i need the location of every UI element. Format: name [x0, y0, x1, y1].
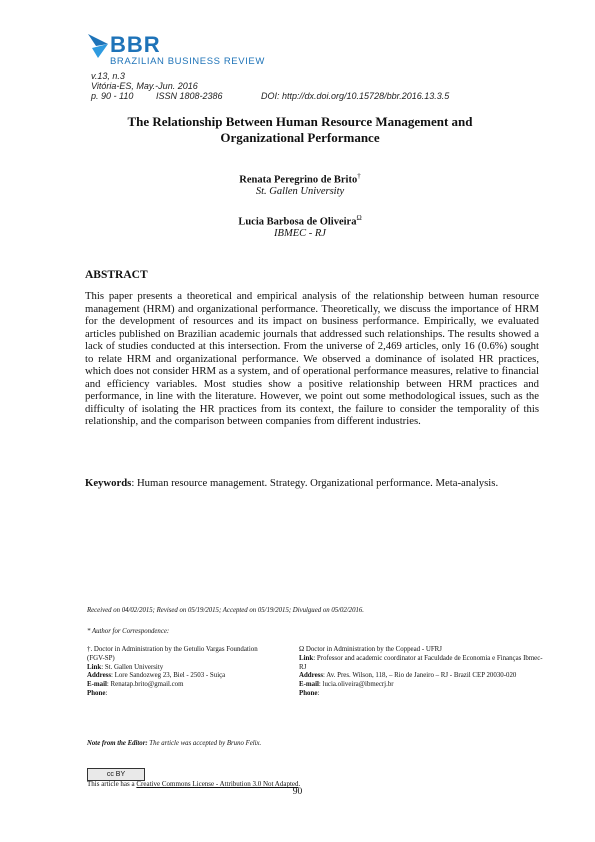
author-2-email-label: E-mail — [299, 681, 319, 689]
title-line-1: The Relationship Between Human Resource Management and — [127, 114, 473, 129]
doi-link[interactable]: DOI: http://dx.doi.org/10.15728/bbr.2016.13.3.5 — [261, 91, 450, 101]
author-2-phone-label: Phone — [299, 689, 318, 697]
editor-note — [87, 740, 261, 747]
abstract-heading: ABSTRACT — [85, 269, 148, 281]
logo-arrow-icon — [88, 34, 110, 60]
correspondence-note: * Author for Correspondence: — [87, 628, 170, 635]
author-1-email[interactable]: : Renatap.brito@gmail.com — [106, 681, 184, 689]
author-1-name-text: Renata Peregrino de Brito — [239, 174, 358, 186]
page-range: p. 90 - 110 — [91, 91, 134, 101]
logo-letters: BBR — [110, 32, 161, 57]
author-1-phone: : — [105, 689, 108, 697]
author-2-link-line — [299, 655, 545, 673]
author-2-name — [100, 214, 500, 228]
author-2-address-label: Address — [299, 672, 323, 680]
author-1-address-line — [87, 672, 260, 681]
keywords-label: Keywords — [85, 477, 132, 489]
author-1-mark: † — [357, 172, 361, 180]
author-1-email-label: E-mail — [87, 681, 107, 689]
author-1-degree: †. Doctor in Administration by the Getulio Vargas Foundation (FGV-SP) — [87, 646, 258, 662]
license-link[interactable]: Creative Commons License - Attribution 3.0 Not Adapted — [136, 780, 299, 788]
author-1-address-label: Address — [87, 672, 111, 680]
license-suffix: . — [298, 780, 301, 788]
logo-name: BRAZILIAN BUSINESS REVIEW — [110, 56, 265, 67]
page-number: 90 — [292, 787, 303, 797]
location-date: Vitória-ES, May.-Jun. 2016 — [91, 81, 198, 91]
author-2-email[interactable]: : lucia.oliveira@ibmecrj.br — [318, 681, 394, 689]
author-2-name-text: Lucia Barbosa de Oliveira — [238, 216, 357, 228]
author-2-link-label: Link — [299, 654, 314, 662]
author-1-address: : Lore Sandozweg 23, Biel - 2503 - Suiça — [111, 672, 226, 680]
license-prefix: This article has a — [87, 780, 137, 788]
editor-note-label: Note from the Editor: — [87, 740, 148, 747]
journal-logo — [88, 32, 308, 72]
keywords — [85, 477, 539, 490]
author-1-name — [100, 172, 500, 186]
received-dates: Received on 04/02/2015; Revised on 05/19/2015; Accepted on 05/19/2015; Divulgued on 05/02/2016. — [87, 607, 364, 614]
author-2-address-line — [299, 672, 545, 681]
author-2-mark: Ω — [356, 214, 362, 222]
creative-commons-badge[interactable]: cc BY — [87, 768, 145, 781]
author-1-affiliation: St. Gallen University — [255, 186, 345, 197]
author-2-phone: : — [317, 689, 320, 697]
author-1-link-line — [87, 664, 260, 673]
author-1-footnote — [87, 646, 260, 699]
author-2-degree: Ω Doctor in Administration by the Coppead - UFRJ — [299, 646, 442, 653]
author-1-email-line — [87, 681, 260, 690]
author-1-link: : St. Gallen University — [101, 663, 164, 671]
paper-title — [100, 114, 500, 146]
abstract-body: This paper presents a theoretical and empirical analysis of the relationship between human resource management (HRM) and organizational performance. Theoretically, we discuss the importance of HRM for the development of resources and its impact on business performance. Empirically, we evaluated articles published on Brazilian academic journals that addressed such relationships. The results showed a lack of studies conducted at this intersection. From the universe of 2,469 articles, only 16 (0.6%) sought to relate HRM and organizational performance. We observed a dominance of isolated HR practices, which does not consider HRM as a system, and of operational performance measures, relative to financial and efficiency variables. Most studies show a positive relationship between HRM practices and performance, in line with the literature. However, we point out some methodological issues, such as the difficulty of isolating the HR practices from its context, the failure to consider the temporality of this relationship, and the comparison between companies from different industries. — [85, 290, 539, 428]
volume-info: v.13, n.3 — [91, 71, 125, 81]
author-1-phone-line — [87, 690, 260, 699]
author-1-link-label: Link — [87, 663, 102, 671]
author-1-phone-label: Phone — [87, 689, 106, 697]
author-2-address: : Av. Pres. Wilson, 118, – Rio de Janeiro – RJ - Brazil CEP 20030-020 — [323, 672, 517, 680]
author-2-link: : Professor and academic coordinator at Faculdade de Economia e Finanças Ibmec-RJ — [299, 654, 543, 671]
author-2-footnote — [299, 646, 545, 699]
editor-note-text: The article was accepted by Bruno Felix. — [147, 740, 262, 747]
title-line-2: Organizational Performance — [220, 130, 380, 145]
author-2-phone-line — [299, 690, 545, 699]
author-2-email-line — [299, 681, 545, 690]
keywords-text: : Human resource management. Strategy. Organizational performance. Meta-analysis. — [131, 477, 499, 489]
issn: ISSN 1808-2386 — [156, 91, 223, 101]
author-2-affiliation: IBMEC - RJ — [274, 228, 326, 239]
